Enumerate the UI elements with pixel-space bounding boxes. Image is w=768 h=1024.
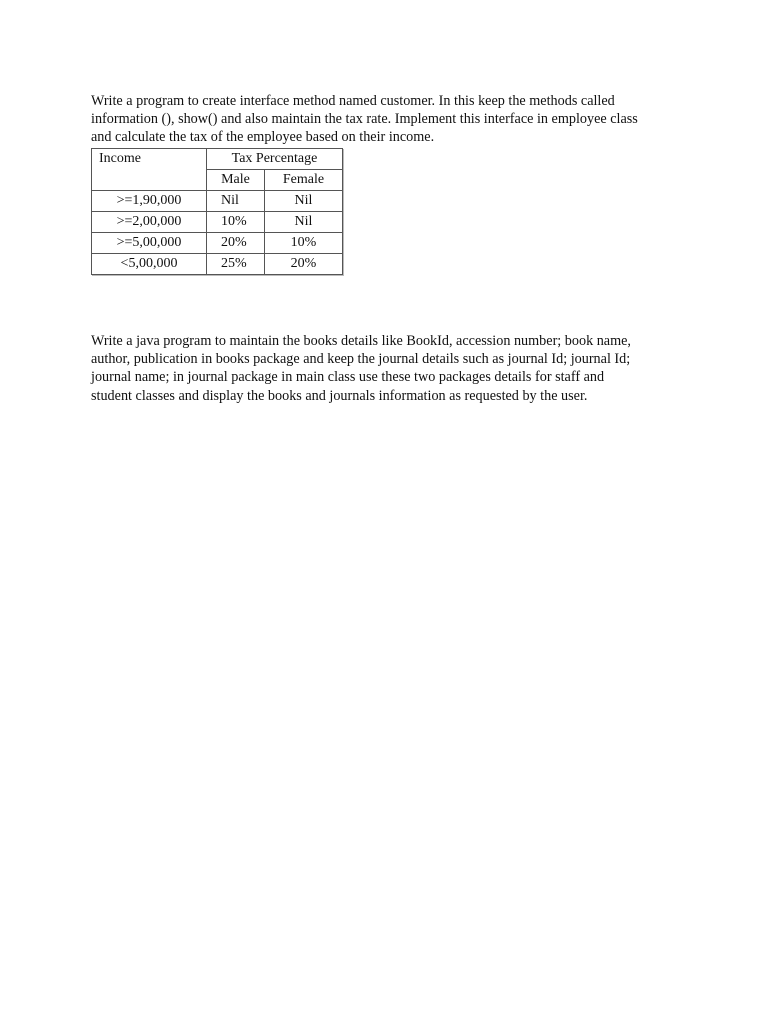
female-rate-cell: Nil (265, 212, 343, 233)
male-rate-cell: 10% (207, 212, 265, 233)
question-2-line: journal name; in journal package in main class use these two packages details for staff and (91, 369, 605, 386)
table-row (92, 254, 343, 275)
male-rate-cell: 25% (207, 254, 265, 275)
question-1-line: information (), show() and also maintain the tax rate. Implement this interface in employee class (91, 111, 638, 128)
header-income: Income (92, 149, 207, 191)
income-cell: >=2,00,000 (92, 212, 207, 233)
male-rate-cell: Nil (207, 191, 265, 212)
question-1-line: Write a program to create interface method named customer. In this keep the methods called (91, 93, 615, 109)
header-female: Female (265, 170, 343, 191)
question-2-line: student classes and display the books and journals information as requested by the user. (91, 387, 588, 404)
question-2-text (91, 332, 691, 405)
female-rate-cell: 20% (265, 254, 343, 275)
income-cell: <5,00,000 (92, 254, 207, 275)
header-male: Male (207, 170, 265, 191)
tax-rate-table (91, 148, 343, 275)
male-rate-cell: 20% (207, 233, 265, 254)
table-header-row (92, 149, 343, 170)
table-row (92, 191, 343, 212)
female-rate-cell: Nil (265, 191, 343, 212)
question-2-line: Write a java program to maintain the books details like BookId, accession number; book name, (91, 333, 631, 349)
header-tax-percentage: Tax Percentage (207, 149, 343, 170)
question-1-line: and calculate the tax of the employee based on their income. (91, 129, 435, 146)
table-row (92, 233, 343, 254)
question-2-line: author, publication in books package and keep the journal details such as journal Id; journal Id; (91, 351, 631, 368)
income-cell: >=5,00,000 (92, 233, 207, 254)
question-1-text (91, 92, 691, 147)
income-cell: >=1,90,000 (92, 191, 207, 212)
table-row (92, 212, 343, 233)
female-rate-cell: 10% (265, 233, 343, 254)
